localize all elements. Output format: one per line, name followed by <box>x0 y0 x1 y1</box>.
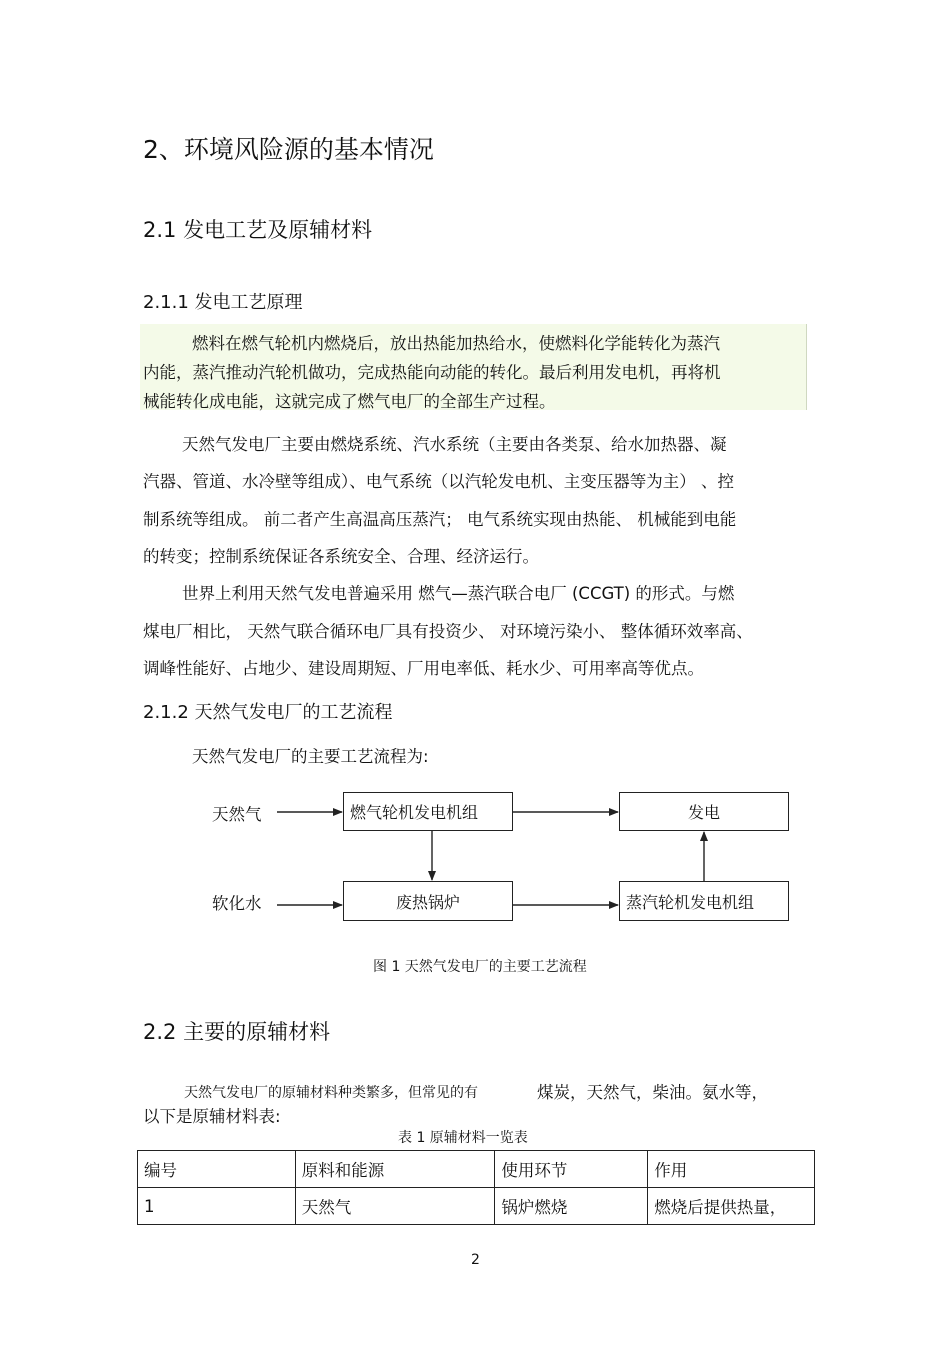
figure-caption: 图 1 天然气发电厂的主要工艺流程 <box>373 959 587 975</box>
para1-line-2: 汽器、管道、水冷壁等组成）、电气系统（以汽轮发电机、主变压器等为主） 、控 <box>143 472 734 491</box>
section-heading-2-2: 2.2 主要的原辅材料 <box>143 1020 331 1044</box>
highlight-line-3: 械能转化成电能，这就完成了燃气电厂的全部生产过程。 <box>143 392 556 411</box>
para3-line-1-part-a: 天然气发电厂的原辅材料种类繁多，但常见的有 <box>184 1085 478 1101</box>
table-row <box>138 1188 815 1225</box>
highlight-line-2: 内能，蒸汽推动汽轮机做功，完成热能向动能的转化。最后利用发电机，再将机 <box>143 363 721 382</box>
table-header-cell: 原料和能源 <box>295 1151 495 1188</box>
para2-line-2: 煤电厂相比， 天然气联合循环电厂具有投资少、 对环境污染小、 整体循环效率高、 <box>143 622 753 641</box>
table-cell: 天然气 <box>295 1188 495 1225</box>
table-header-cell: 使用环节 <box>495 1151 648 1188</box>
para3-line-1-part-b: 煤炭，天然气，柴油。氨水等， <box>537 1083 768 1102</box>
section-heading-2-1-1: 2.1.1 发电工艺原理 <box>143 292 303 313</box>
table-cell: 燃烧后提供热量， <box>648 1188 815 1225</box>
steam-turbine-generator-label: 蒸汽轮机发电机组 <box>626 892 755 912</box>
gas-turbine-generator-label: 燃气轮机发电机组 <box>350 803 479 822</box>
power-generation-label: 发电 <box>687 803 720 822</box>
para3-line-2: 以下是原辅材料表: <box>143 1107 281 1126</box>
section-heading-2-1-2: 2.1.2 天然气发电厂的工艺流程 <box>143 702 393 723</box>
para1-line-3: 制系统等组成。 前二者产生高温高压蒸汽； 电气系统实现由热能、 机械能到电能 <box>143 510 737 529</box>
section-heading-2-1: 2.1 发电工艺及原辅材料 <box>143 218 373 242</box>
waste-heat-boiler-label: 废热锅炉 <box>395 892 460 912</box>
para1-line-1: 天然气发电厂主要由燃烧系统、汽水系统（主要由各类泵、给水加热器、凝 <box>182 435 727 454</box>
para2-line-1: 世界上利用天然气发电普遍采用 燃气—蒸汽联合电厂 (CCGT) 的形式。与燃 <box>182 584 735 603</box>
materials-table <box>137 1150 815 1225</box>
para1-line-4: 的转变；控制系统保证各系统安全、合理、经济运行。 <box>143 547 539 566</box>
input-softened-water-label: 软化水 <box>212 894 262 913</box>
table-header-cell: 作用 <box>648 1151 815 1188</box>
page-heading: 2、环境风险源的基本情况 <box>143 135 434 164</box>
table-header-cell: 编号 <box>138 1151 296 1188</box>
table-header-row <box>138 1151 815 1188</box>
page-number: 2 <box>471 1252 480 1268</box>
flow-intro: 天然气发电厂的主要工艺流程为: <box>192 747 429 766</box>
table-cell: 1 <box>138 1188 296 1225</box>
para2-line-3: 调峰性能好、占地少、建设周期短、厂用电率低、耗水少、可用率高等优点。 <box>143 659 704 678</box>
highlight-line-1: 燃料在燃气轮机内燃烧后，放出热能加热给水，使燃料化学能转化为蒸汽 <box>192 334 720 353</box>
input-natural-gas-label: 天然气 <box>212 805 262 824</box>
table-caption: 表 1 原辅材料一览表 <box>398 1130 528 1146</box>
table-cell: 锅炉燃烧 <box>495 1188 648 1225</box>
